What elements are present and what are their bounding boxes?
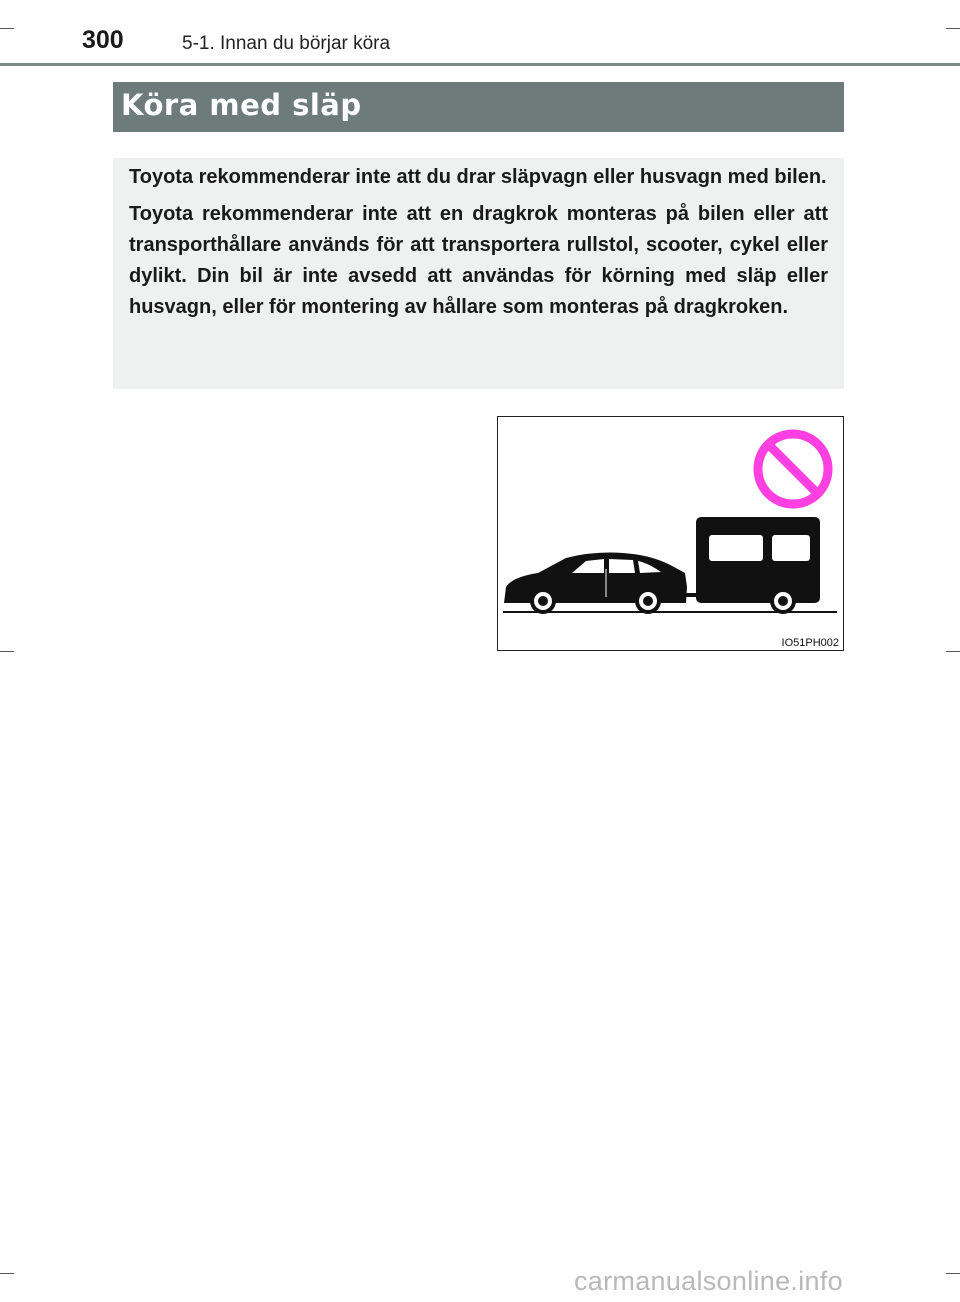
towing-illustration — [498, 417, 845, 652]
section-title: 5-1. Innan du börjar köra — [182, 33, 391, 54]
footer-watermark: carmanualsonline.info — [574, 1266, 843, 1296]
crop-mark — [946, 651, 960, 652]
header-rule — [0, 63, 960, 66]
page-title: Köra med släp — [121, 88, 362, 122]
crop-mark — [946, 1273, 960, 1274]
illustration — [497, 416, 844, 651]
title-bar — [113, 82, 844, 132]
page-number: 300 — [82, 26, 124, 54]
crop-mark — [0, 651, 14, 652]
caravan-icon — [696, 517, 820, 614]
note-box — [113, 158, 844, 389]
note-paragraph: Toyota rekommenderar inte att en dragkrok monteras på bilen eller att transporthållare används för att transportera rullstol, scooter, cykel eller dylikt. Din bil är inte avsedd att användas för körning med släp eller husvagn, eller för montering av hållare som monteras på dragkroken. — [129, 203, 828, 318]
prohibition-icon — [758, 434, 828, 504]
crop-mark — [0, 1273, 14, 1274]
crop-mark — [946, 28, 960, 29]
figure-code: IO51PH002 — [781, 637, 839, 649]
crop-mark — [0, 28, 14, 29]
car-icon — [504, 553, 687, 614]
tow-bar — [684, 593, 698, 597]
note-paragraph: Toyota rekommenderar inte att du drar släpvagn eller husvagn med bilen. — [129, 166, 827, 188]
